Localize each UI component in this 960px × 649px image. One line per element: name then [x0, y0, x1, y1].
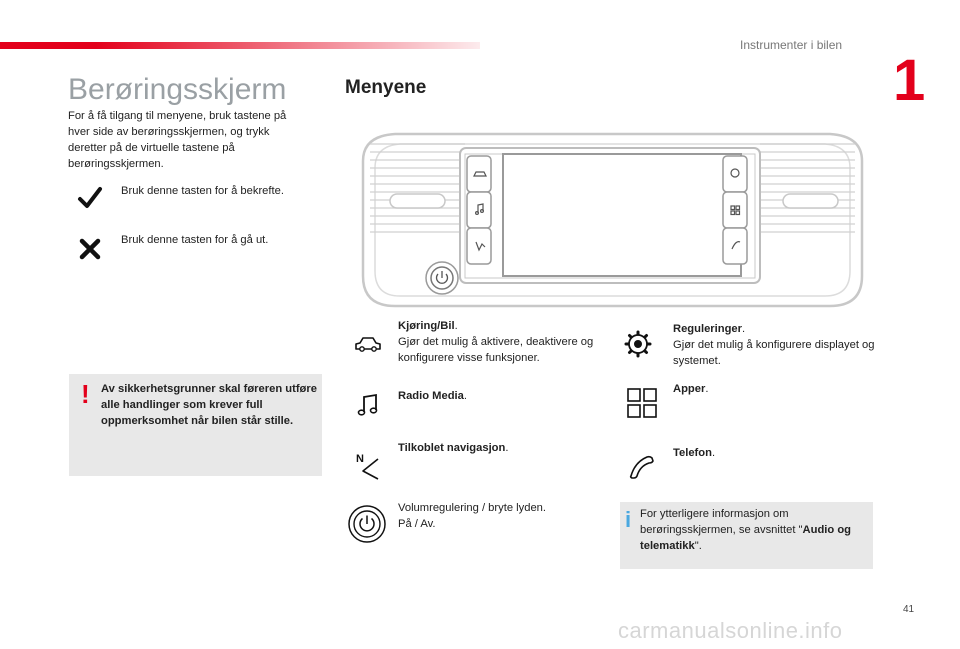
- warning-text: Av sikkerhetsgrunner skal føreren utføre alle handlinger som krever full oppmerksomhet når bilen står stille.: [101, 383, 317, 427]
- exit-text: Bruk denne tasten for å gå ut.: [121, 234, 269, 246]
- car-icon: [348, 324, 388, 364]
- close-icon: [70, 229, 110, 269]
- phone-icon: [622, 446, 662, 486]
- info-text-suffix: ".: [694, 540, 702, 552]
- menu-item-navigation-title: Tilkoblet navigasjon: [398, 442, 506, 454]
- menu-item-phone-title: Telefon: [673, 447, 712, 459]
- music-note-icon: [348, 385, 388, 425]
- menu-item-navigation: [398, 440, 508, 456]
- menu-item-navigation-suffix: .: [505, 442, 509, 454]
- menu-item-apps: [673, 381, 708, 397]
- menu-item-settings-title: Reguleringer: [673, 323, 743, 335]
- navigation-icon: [348, 446, 388, 486]
- checkmark-icon: [70, 178, 110, 218]
- confirm-text: Bruk denne tasten for å bekrefte.: [121, 185, 284, 197]
- menu-item-volume-desc2: På / Av.: [398, 518, 436, 530]
- gear-icon: [618, 324, 658, 364]
- top-accent-bar: [0, 42, 480, 49]
- menu-item-phone-suffix: .: [711, 447, 716, 459]
- menu-item-driving: [398, 318, 608, 366]
- menu-item-apps-suffix: .: [705, 383, 709, 395]
- menu-item-radio-suffix: .: [463, 390, 467, 402]
- watermark: carmanualsonline.info: [618, 618, 843, 643]
- page-number: 41: [903, 604, 915, 615]
- power-icon: [347, 504, 387, 544]
- info-text-link: Audio og telematikk: [640, 524, 851, 552]
- info-text: [640, 506, 870, 554]
- section-header: Instrumenter i bilen: [740, 38, 843, 52]
- menu-item-radio-title: Radio Media: [398, 390, 464, 402]
- menu-item-volume: [398, 500, 546, 532]
- menu-item-driving-suffix: .: [454, 320, 458, 332]
- info-icon: i: [625, 507, 632, 532]
- svg-text:N: N: [356, 453, 364, 465]
- info-text-prefix: For ytterligere informasjon om berøringsskjermen, se avsnittet ": [640, 508, 803, 536]
- menu-item-phone: [673, 445, 715, 461]
- menu-item-volume-desc: Volumregulering / bryte lyden.: [398, 502, 547, 514]
- dashboard-illustration: [355, 106, 870, 319]
- menu-item-settings: [673, 321, 878, 369]
- intro-paragraph: For å få tilgang til menyene, bruk tastene på hver side av berøringsskjermen, og trykk deretter på de virtuelle tastene på berøringsskjermen.: [68, 110, 287, 170]
- menu-item-settings-desc: Gjør det mulig å konfigurere displayet og systemet.: [673, 339, 875, 367]
- warning-icon: !: [81, 379, 90, 409]
- menu-item-driving-desc: Gjør det mulig å aktivere, deaktivere og konfigurere visse funksjoner.: [398, 336, 594, 364]
- page-title: Berøringsskjerm: [68, 73, 287, 106]
- menu-item-radio: [398, 388, 467, 404]
- menu-heading: Menyene: [345, 77, 427, 98]
- apps-grid-icon: [624, 385, 660, 421]
- menu-item-driving-title: Kjøring/Bil: [398, 320, 455, 332]
- chapter-number: 1: [893, 48, 926, 113]
- menu-item-settings-suffix: .: [742, 323, 746, 335]
- menu-item-apps-title: Apper: [673, 383, 706, 395]
